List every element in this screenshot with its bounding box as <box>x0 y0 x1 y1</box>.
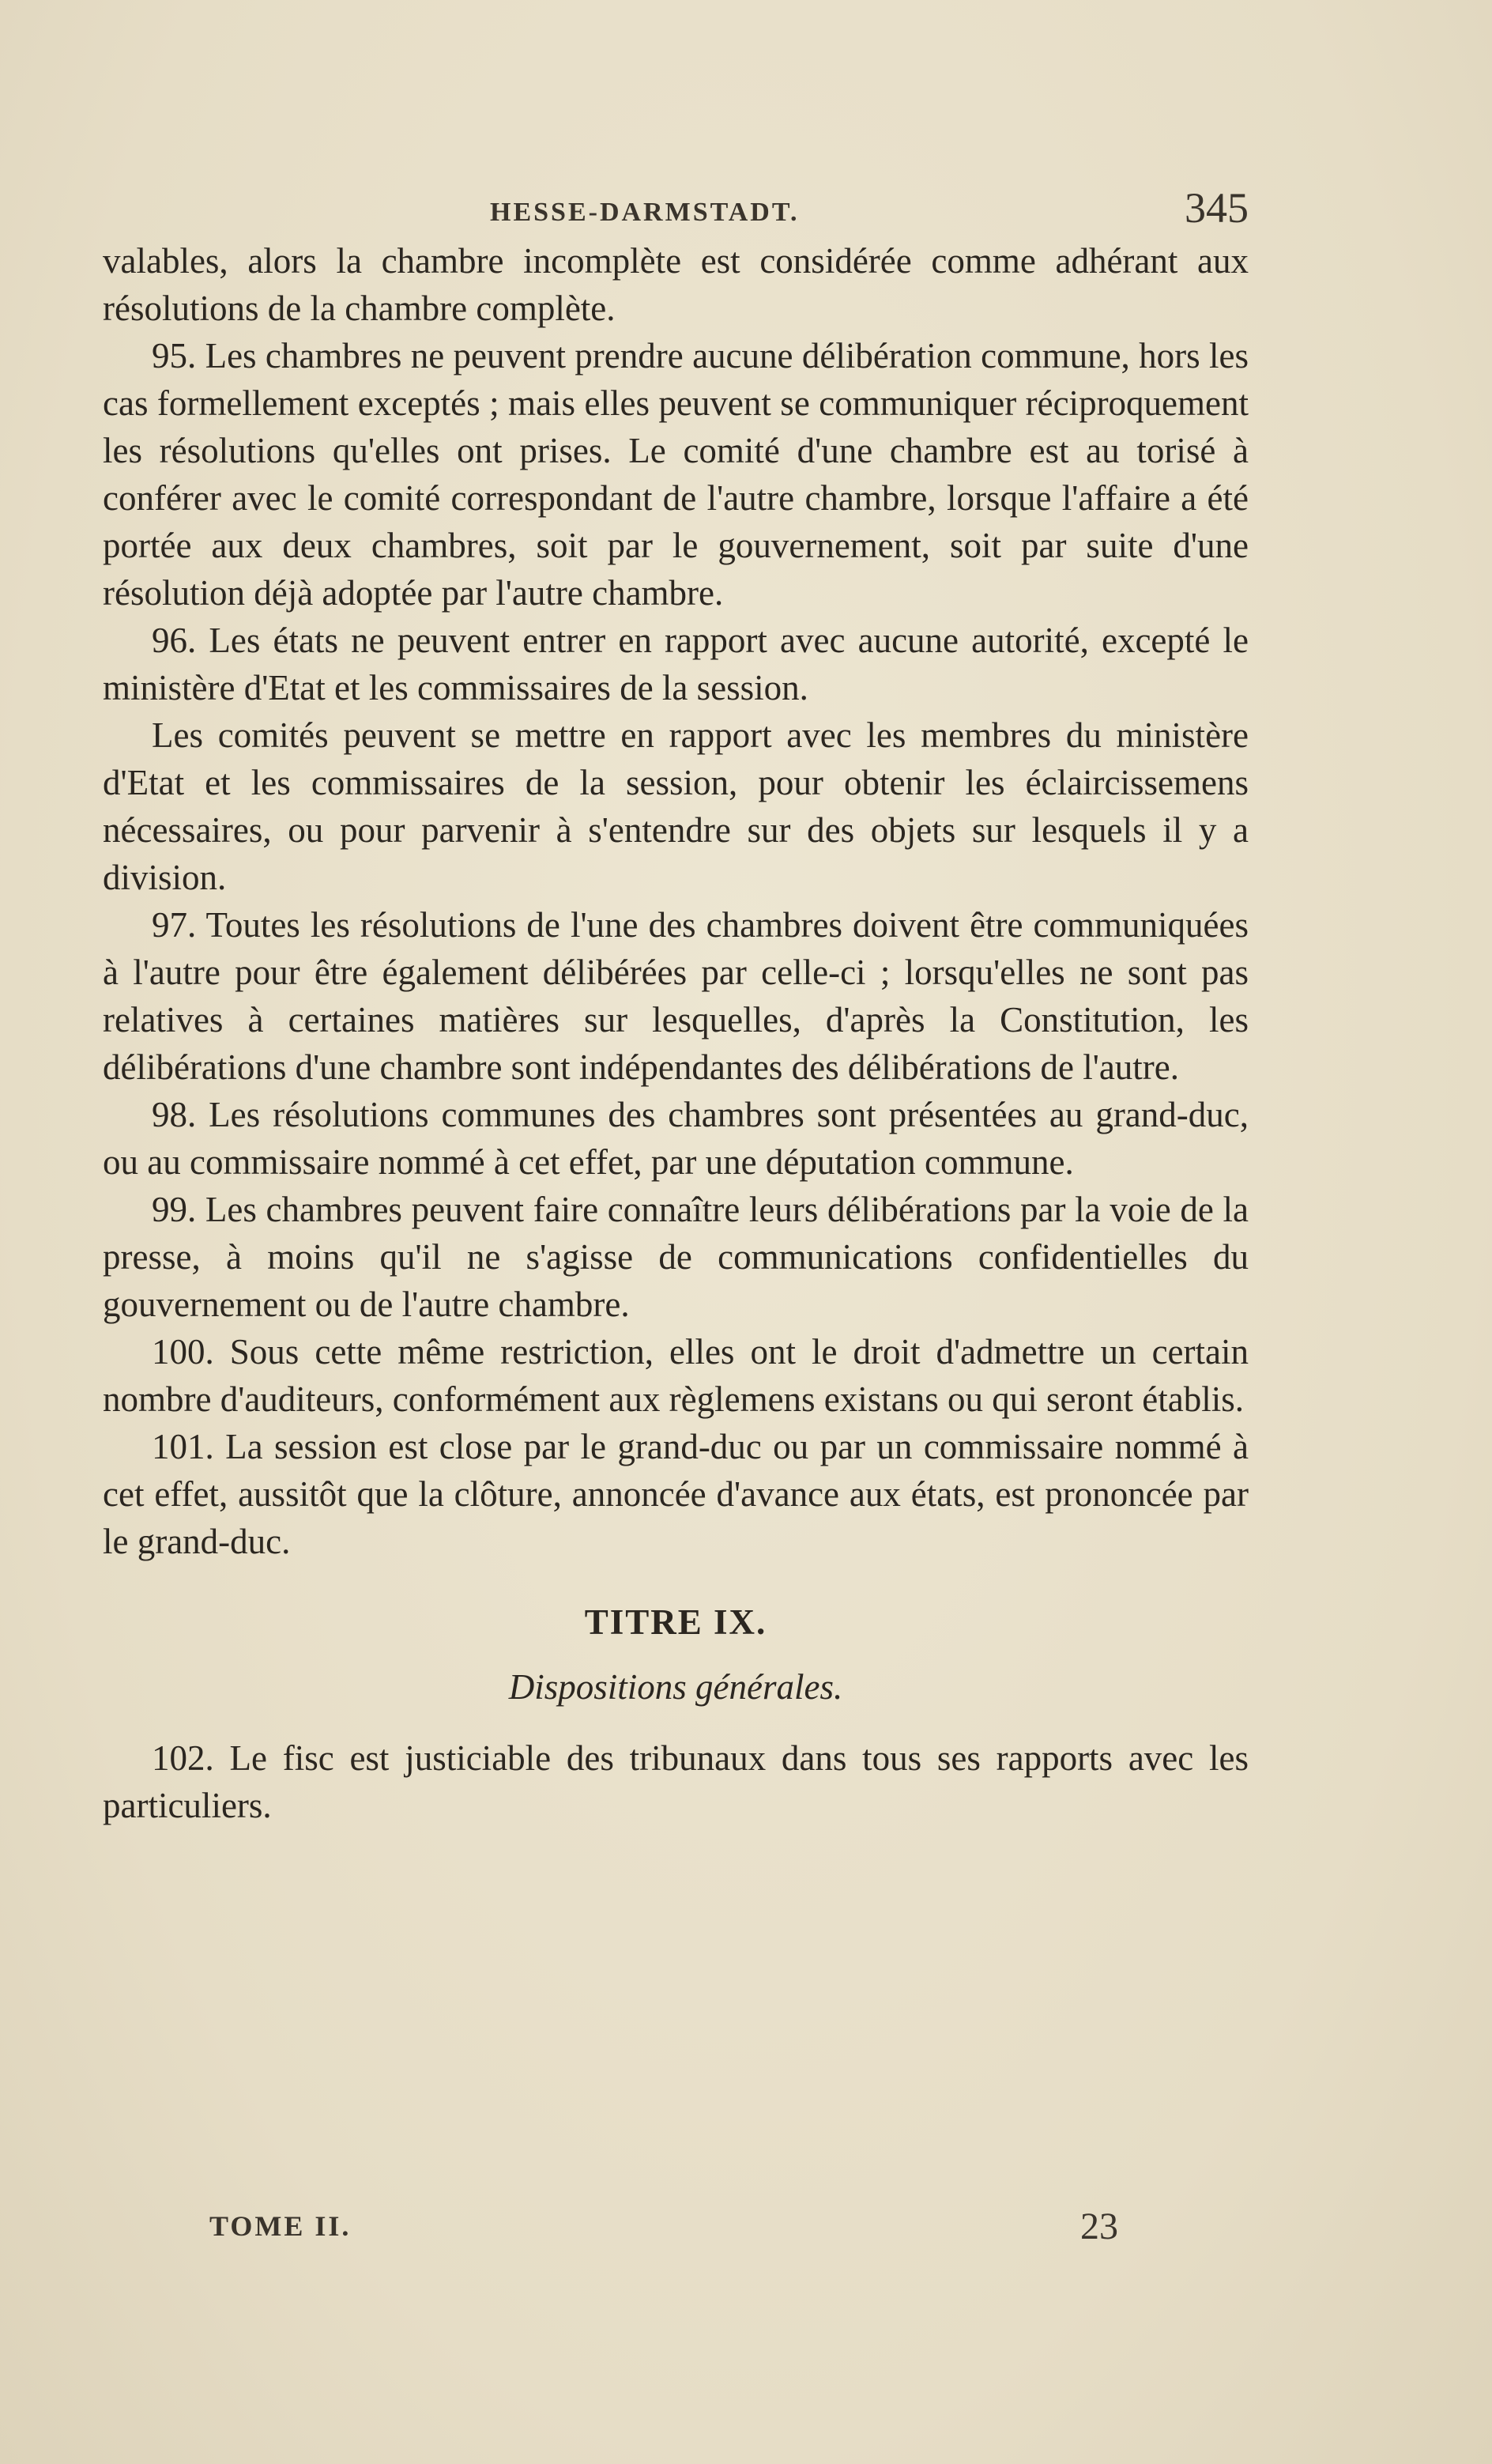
article-99: 99. Les chambres peuvent faire connaître leurs délibérations par la voie de la presse, à moins qu'il ne s'agisse de communications confidentielles du gouvernement ou de l'autre chambre. <box>103 1190 1249 1324</box>
article-96: 96. Les états ne peuvent entrer en rapport avec aucune autorité, excepté le ministère d'Etat et les commissaires de la session. <box>103 621 1249 708</box>
tome-label: TOME II. <box>209 2210 352 2242</box>
paragraph-comites: Les comités peuvent se mettre en rapport avec les membres du ministère d'Etat et les commissaires de la session, pour obtenir les éclaircissemens nécessaires, ou pour parvenir à s'entendre sur des objets sur lesquels il y a division. <box>103 715 1249 897</box>
article-102: 102. Le fisc est justiciable des tribunaux dans tous ses rapports avec les particuliers. <box>103 1738 1249 1825</box>
article-100: 100. Sous cette même restriction, elles ont le droit d'admettre un certain nombre d'auditeurs, conformément aux règlemens existans ou qui seront établis. <box>103 1332 1249 1419</box>
section-subtitle: Dispositions générales. <box>508 1667 843 1707</box>
article-95: 95. Les chambres ne peuvent prendre aucune délibération commune, hors les cas formellement exceptés ; mais elles peuvent se communiquer réciproquement les résolutions qu'elles ont prises. Le comité d'une chambre est au torisé à conférer avec le comité correspondant de l'autre chambre, lorsque l'affaire a été portée aux deux chambres, soit par le gouvernement, soit par suite d'une résolution déjà adoptée par l'autre chambre. <box>103 336 1249 613</box>
signature-mark: 23 <box>1080 2206 1118 2247</box>
running-title: HESSE-DARMSTADT. <box>490 198 800 227</box>
article-98: 98. Les résolutions communes des chambres sont présentées au grand-duc, ou au commissaire nommé à cet effet, par une députation commune. <box>103 1095 1249 1182</box>
paragraph-continuation: valables, alors la chambre incomplète est considérée comme adhérant aux résolutions de la chambre complète. <box>103 241 1249 328</box>
page-footer <box>209 2206 1118 2257</box>
page-header <box>103 183 1249 239</box>
page-number: 345 <box>1185 184 1249 232</box>
section-title: TITRE IX. <box>584 1602 767 1642</box>
article-97: 97. Toutes les résolutions de l'une des chambres doivent être communiquées à l'autre pour être également délibérées par celle-ci ; lorsqu'elles ne sont pas relatives à certaines matières sur lesquelles, d'après la Constitution, les délibérations d'une chambre sont indépendantes des délibérations de l'autre. <box>103 905 1249 1087</box>
article-101: 101. La session est close par le grand-duc ou par un commissaire nommé à cet effet, aussitôt que la clôture, annoncée d'avance aux états, est prononcée par le grand-duc. <box>103 1427 1249 1561</box>
body-text <box>103 237 1249 1829</box>
